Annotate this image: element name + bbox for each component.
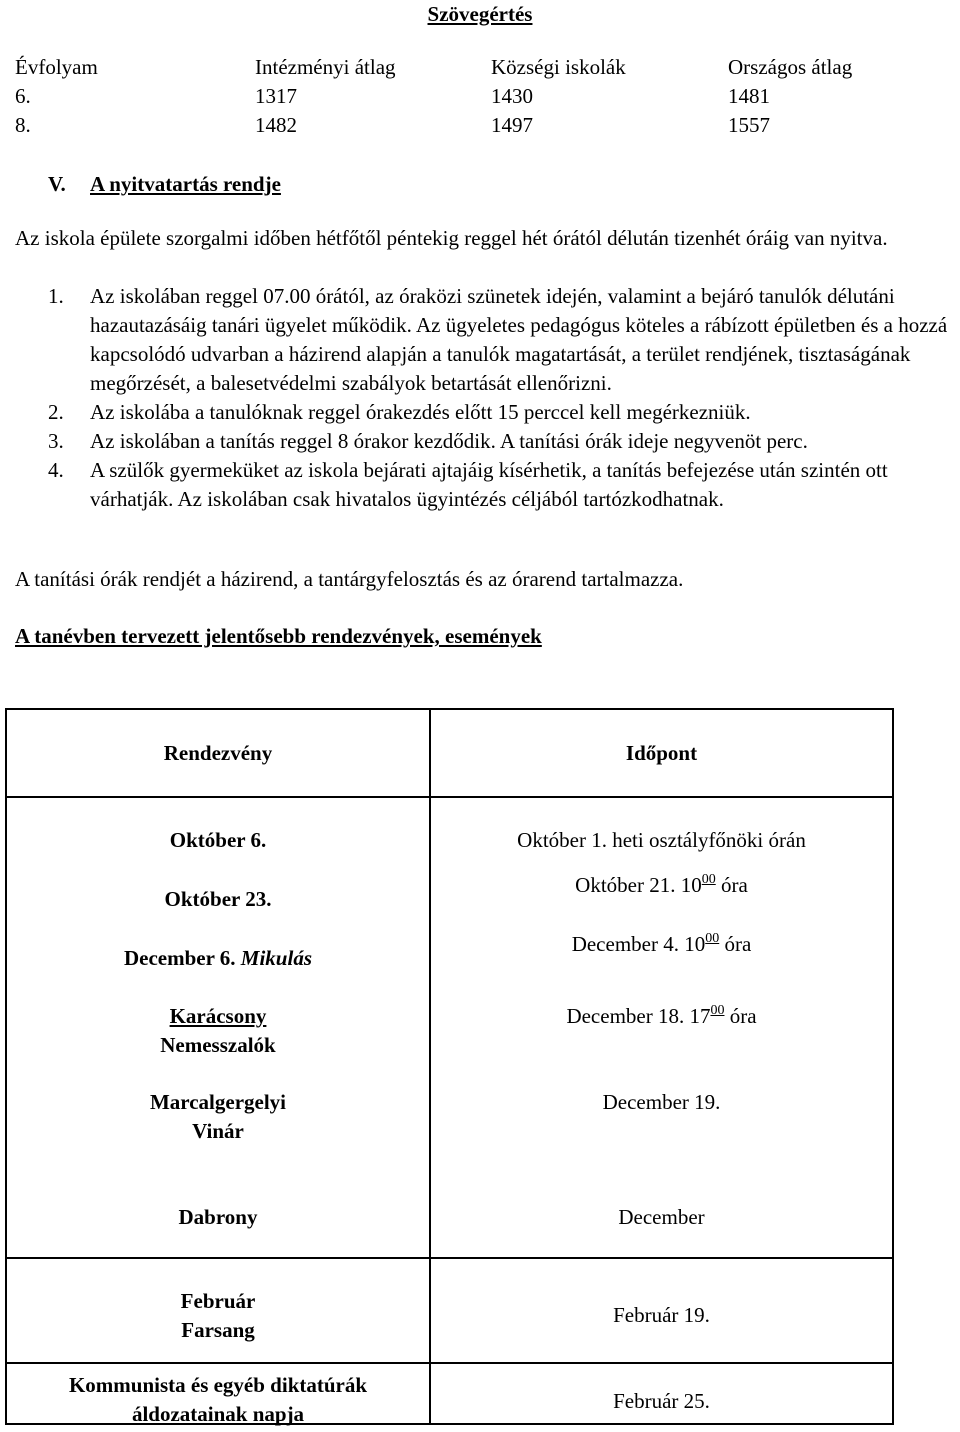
section-number: V. [48, 172, 66, 196]
column-header-event: Rendezvény [163, 741, 273, 765]
list-item-text: Az iskolába a tanulóknak reggel órakezdés előtt 15 perccel kell megérkezniük. [90, 400, 751, 424]
event-time-date: Október 21. 10 [575, 873, 702, 897]
order-note: A tanítási órák rendjét a házirend, a tantárgyfelosztás és az órarend tartalmazza. [15, 567, 684, 591]
event-time-date: December 4. 10 [571, 932, 706, 956]
row-divider [7, 1362, 892, 1364]
list-item [48, 282, 953, 398]
event-time: Február 19. [613, 1303, 710, 1327]
event-location: Vinár [192, 1119, 244, 1143]
event-time: December [618, 1205, 705, 1229]
event-time-unit: óra [719, 932, 752, 956]
results-header-cell: Községi iskolák [491, 55, 626, 79]
event-name: Október 6. [169, 828, 267, 852]
results-header-cell: Intézményi átlag [255, 55, 396, 79]
event-time: December 19. [602, 1090, 721, 1114]
event-name: Kommunista és egyéb diktatúrák [68, 1373, 368, 1397]
event-name: áldozatainak napja [131, 1402, 305, 1426]
list-item [48, 398, 953, 427]
section-heading [48, 170, 281, 199]
event-title: Mikulás [240, 946, 312, 970]
event-time-minutes: 00 [710, 1003, 725, 1018]
list-item [48, 427, 953, 456]
event-time-unit: óra [715, 873, 748, 897]
page-title: Szövegértés [427, 2, 533, 26]
results-row [15, 111, 945, 140]
results-cell: 1497 [491, 113, 533, 137]
results-cell: 1557 [728, 113, 770, 137]
results-table [15, 53, 945, 140]
event-time [431, 930, 892, 959]
results-cell: 1430 [491, 84, 533, 108]
event-name: Október 23. [164, 887, 272, 911]
event-time [431, 1002, 892, 1031]
event-name: Február [180, 1289, 256, 1313]
rules-list [48, 282, 953, 514]
event-name [7, 944, 429, 973]
list-item-text: A szülők gyermeküket az iskola bejárati ajtajáig kísérhetik, a tanítás befejezése után szintén ott várhatják. Az iskolában csak hivatalos ügyintézés céljából tartózkodhatnak. [90, 458, 888, 511]
list-item-number: 2. [48, 400, 64, 424]
results-cell: 1482 [255, 113, 297, 137]
events-table [5, 708, 894, 1425]
results-header-row [15, 53, 945, 82]
list-item-number: 1. [48, 284, 64, 308]
list-item [48, 456, 953, 514]
results-header-cell: Évfolyam [15, 55, 98, 79]
event-date: December 6. [123, 946, 236, 970]
event-time-unit: óra [724, 1004, 757, 1028]
event-time-date: December 18. 17 [566, 1004, 711, 1028]
list-item-text: Az iskolában reggel 07.00 órától, az óraközi szünetek idején, valamint a bejáró tanulók délutáni hazautazásáig tanári ügyelet működik. Az ügyeletes pedagógus köteles a rábízott épületben és a hozzá kapcsolódó udvarban a házirend alapján a tanulók magatartását, a terület rendjének, tisztaságának megőrzését, a balesetvédelmi szabályok betartását ellenőrizni. [90, 284, 948, 395]
results-cell: 6. [15, 84, 31, 108]
column-header-time: Időpont [625, 741, 698, 765]
results-row [15, 82, 945, 111]
event-name: Farsang [181, 1318, 255, 1342]
intro-paragraph: Az iskola épülete szorgalmi időben hétfőtől péntekig reggel hét órától délután tizenhét óráig van nyitva. [15, 226, 888, 250]
results-cell: 1317 [255, 84, 297, 108]
event-name: Karácsony [169, 1004, 267, 1028]
event-location: Dabrony [178, 1205, 258, 1229]
results-cell: 1481 [728, 84, 770, 108]
events-heading: A tanévben tervezett jelentősebb rendezvények, események [15, 624, 542, 648]
row-divider [7, 1257, 892, 1259]
section-title: A nyitvatartás rendje [90, 172, 281, 196]
event-time-minutes: 00 [705, 931, 720, 946]
event-time [431, 871, 892, 900]
list-item-number: 4. [48, 458, 64, 482]
event-location: Nemesszalók [160, 1033, 276, 1057]
row-divider [7, 796, 892, 798]
event-time: Október 1. heti osztályfőnöki órán [517, 828, 806, 852]
list-item-text: Az iskolában a tanítás reggel 8 órakor kezdődik. A tanítási órák ideje negyvenöt perc. [90, 429, 808, 453]
list-item-number: 3. [48, 429, 64, 453]
event-time-minutes: 00 [701, 872, 716, 887]
event-time: Február 25. [613, 1389, 710, 1413]
results-cell: 8. [15, 113, 31, 137]
results-header-cell: Országos átlag [728, 55, 853, 79]
event-location: Marcalgergelyi [149, 1090, 287, 1114]
